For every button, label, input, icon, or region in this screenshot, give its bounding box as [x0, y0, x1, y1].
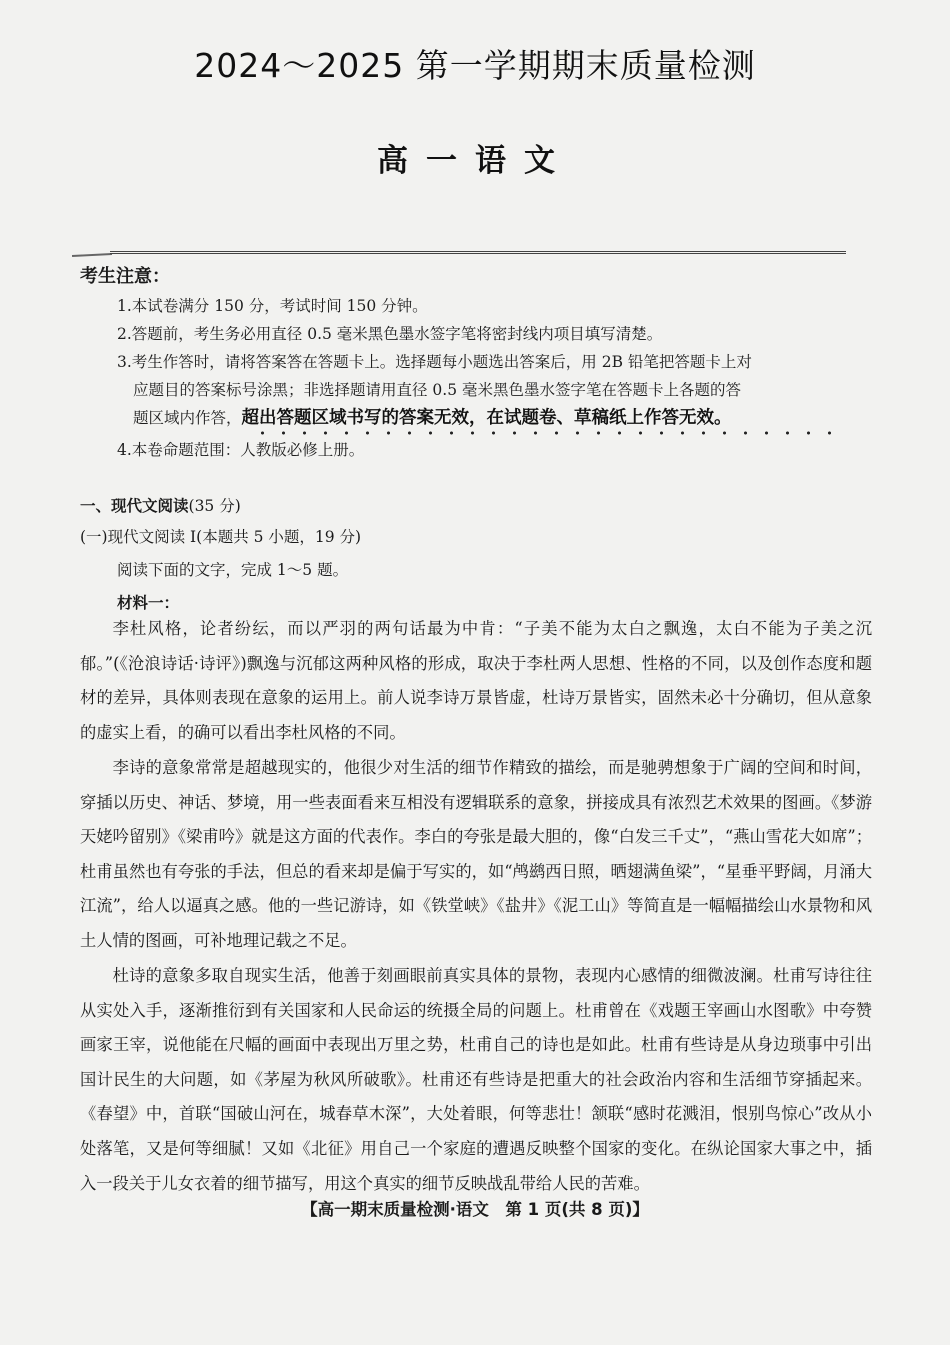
- header-divider: [110, 251, 846, 254]
- notice-item-3-tail: 题区域内作答，: [133, 409, 242, 427]
- section-score: (35 分): [188, 497, 241, 515]
- notice-item-3-cont: 应题目的答案标号涂黑；非选择题请用直径 0.5 毫米黑色墨水签字笔在答题卡上各题的答: [133, 381, 742, 399]
- exam-subject: 高一语文: [377, 143, 573, 179]
- divider-left: [72, 253, 112, 257]
- page-footer: 【高一期末质量检测·语文 第 1 页(共 8 页)】: [301, 1200, 649, 1219]
- notice-item-3-cont2: [133, 404, 732, 429]
- notice-emphasis: 超出答题区域书写的答案无效，在试题卷、草稿纸上作答无效。: [241, 408, 732, 428]
- section-title: 一、现代文阅读: [80, 497, 189, 515]
- notice-item-2: 2.答题前，考生务必用直径 0.5 毫米黑色墨水签字笔将密封线内项目填写清楚。: [117, 325, 663, 343]
- subsection-heading: (一)现代文阅读 I(本题共 5 小题，19 分): [80, 528, 362, 546]
- emphasis-dots: [252, 430, 832, 436]
- notice-heading: 考生注意：: [80, 266, 170, 287]
- paragraph-2: 李诗的意象常常是超越现实的，他很少对生活的细节作精致的描绘，而是驰骋想象于广阔的空间和时间，穿插以历史、神话、梦境，用一些表面看来互相没有逻辑联系的意象，拼接成具有浓烈艺术效果的图画。《梦游天姥吟留别》《梁甫吟》就是这方面的代表作。李白的夸张是最大胆的，像“白发三千丈”，“燕山雪花大如席”；杜甫虽然也有夸张的手法，但总的看来却是偏于写实的，如“鸬鹚西日照，晒翅满鱼梁”，“星垂平野阔，月涌大江流”，给人以逼真之感。他的一些记游诗，如《铁堂峡》《盐井》《泥工山》等简直是一幅幅描绘山水景物和风土人情的图画，可补地理记载之不足。: [80, 758, 872, 950]
- paragraph-3: 杜诗的意象多取自现实生活，他善于刻画眼前真实具体的景物，表现内心感情的细微波澜。杜甫写诗往往从实处入手，逐渐推衍到有关国家和人民命运的统摄全局的问题上。杜甫曾在《戏题王宰画山水图歌》中夸赞画家王宰，说他能在尺幅的画面中表现出万里之势，杜甫自己的诗也是如此。杜甫有些诗是从身边琐事中引出国计民生的大问题，如《茅屋为秋风所破歌》。杜甫还有些诗是把重大的社会政治内容和生活细节穿插起来。《春望》中，首联“国破山河在，城春草木深”，大处着眼，何等悲壮！颔联“感时花溅泪，恨别鸟惊心”改从小处落笔，又是何等细腻！又如《北征》用自己一个家庭的遭遇反映整个国家的变化。在纵论国家大事之中，插入一段关于儿女衣着的细节描写，用这个真实的细节反映战乱带给人民的苦难。: [80, 966, 872, 1193]
- material-label: 材料一：: [117, 594, 180, 612]
- paragraph-1: 李杜风格，论者纷纭，而以严羽的两句话最为中肯：“子美不能为太白之飘逸，太白不能为子美之沉郁。”(《沧浪诗话·诗评》)飘逸与沉郁这两种风格的形成，取决于李杜两人思想、性格的不同，以及创作态度和题材的差异，具体则表现在意象的运用上。前人说李诗万景皆虚，杜诗万景皆实，固然未必十分确切，但从意象的虚实上看，的确可以看出李杜风格的不同。: [80, 619, 872, 742]
- reading-instruction: 阅读下面的文字，完成 1～5 题。: [117, 561, 349, 579]
- section-heading: [80, 494, 241, 516]
- notice-item-4: 4.本卷命题范围：人教版必修上册。: [117, 441, 365, 459]
- notice-item-1: 1.本试卷满分 150 分，考试时间 150 分钟。: [117, 297, 428, 315]
- exam-title: 2024～2025 第一学期期末质量检测: [194, 46, 756, 85]
- notice-item-3: 3.考生作答时，请将答案答在答题卡上。选择题每小题选出答案后，用 2B 铅笔把答题卡上对: [117, 353, 752, 371]
